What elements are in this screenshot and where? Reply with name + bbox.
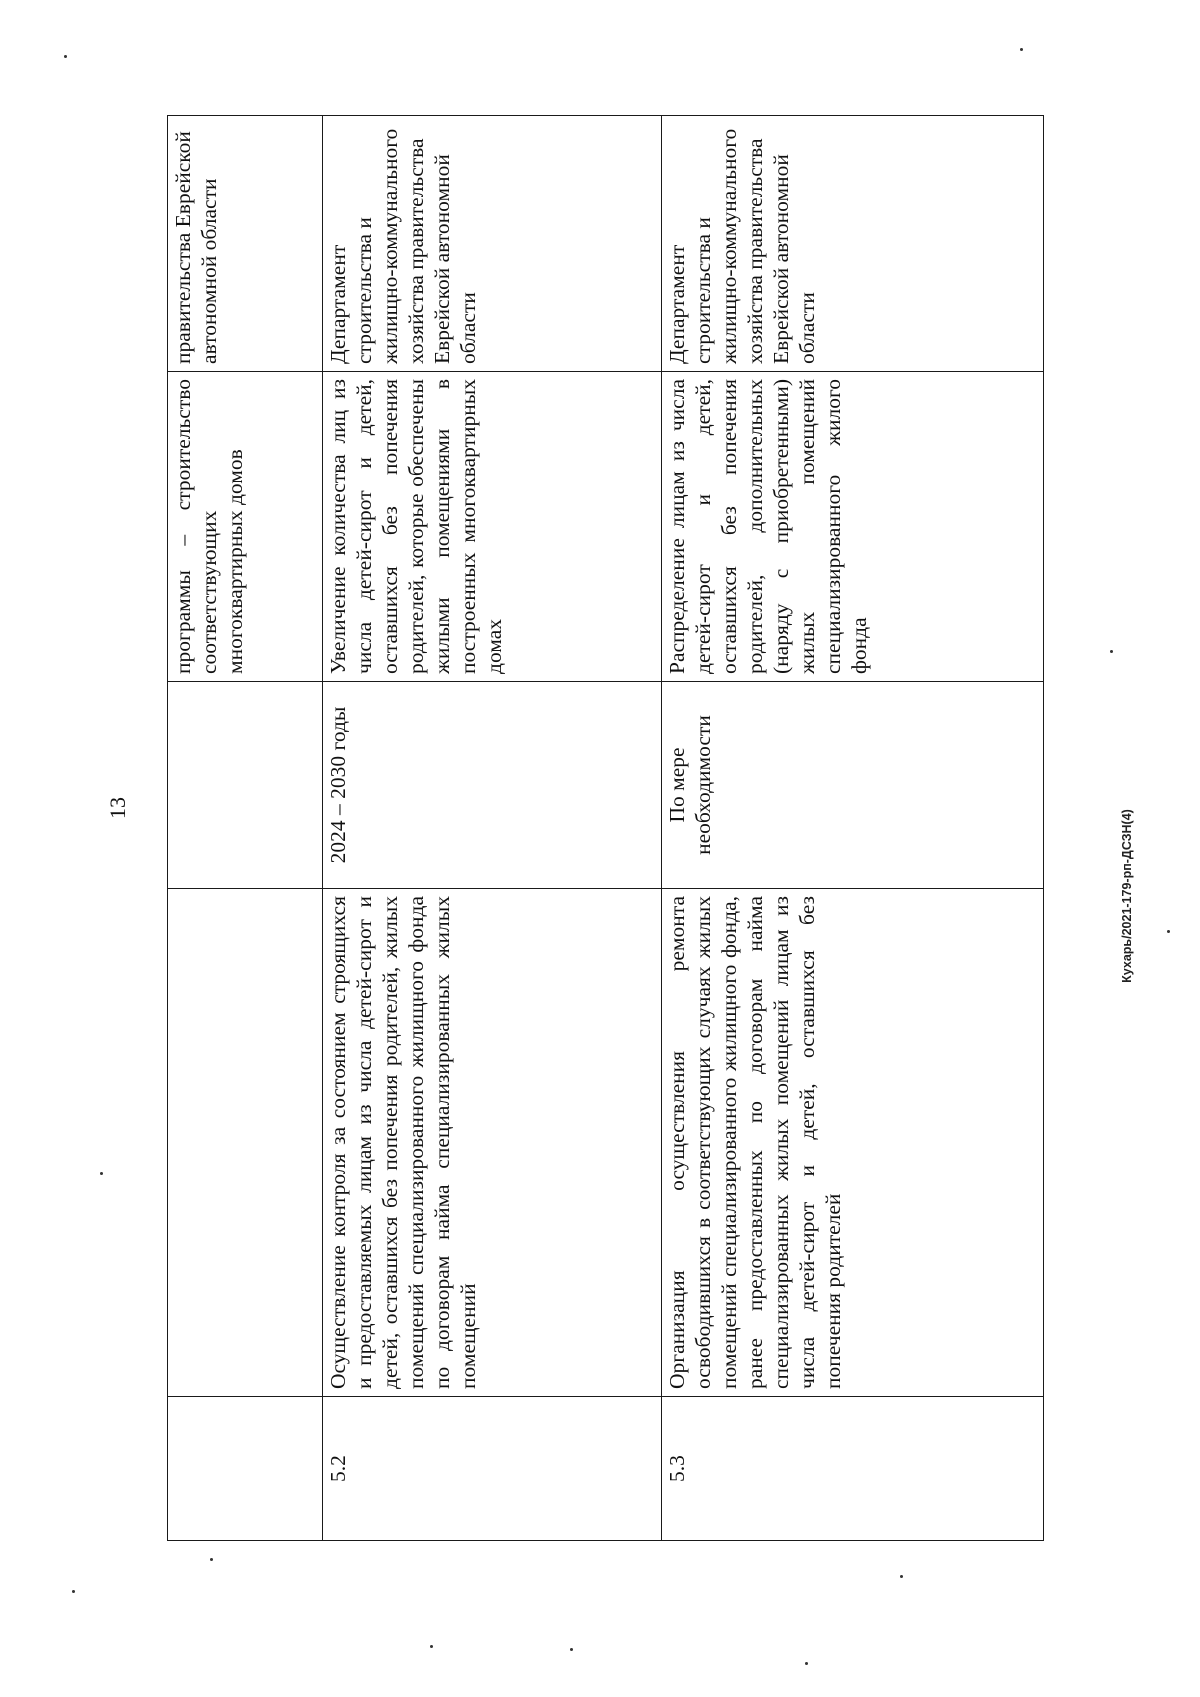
scan-speck: [1167, 930, 1170, 933]
scan-speck: [1110, 650, 1113, 653]
period-cell: По мере необходимости: [662, 682, 1044, 889]
measures-table: [167, 115, 1044, 1541]
table-row: [662, 116, 1044, 1541]
result-cell: Увеличение количества лиц из числа детей-сирот и детей, оставшихся без попечения родителей, которые обеспечены жилыми помещениями в построенных многоквартирных домах: [323, 372, 662, 682]
result-cell: программы – строительство соответствующих многоквартирных домов: [168, 372, 323, 682]
result-cell: Распределение лицам из числа детей-сирот и детей, оставшихся без попечения родителей, дополнительных (наряду с приобретенными) жилых помещений специализированного жилого фонда: [662, 372, 1044, 682]
scan-speck: [72, 1590, 75, 1593]
executor-cell: Департамент строительства и жилищно-коммунального хозяйства правительства Еврейской автономной области: [323, 116, 662, 372]
rotated-table-container: [167, 116, 1043, 1541]
event-cell: [168, 889, 323, 1397]
event-cell: Организация осуществления ремонта освободившихся в соответствующих случаях жилых помещений специализированного жилищного фонда, ранее предоставленных по договорам найма специализированных жилых помещений лицам из числа детей-сирот и детей, оставшихся без попечения родителей: [662, 889, 1044, 1397]
row-number-cell: 5.2: [323, 1397, 662, 1541]
scan-speck: [1020, 48, 1023, 51]
executor-cell: правительства Еврейской автономной области: [168, 116, 323, 372]
scan-speck: [570, 1648, 573, 1651]
executor-cell: Департамент строительства и жилищно-коммунального хозяйства правительства Еврейской автономной области: [662, 116, 1044, 372]
scan-speck: [805, 1662, 808, 1665]
scan-speck: [100, 1172, 103, 1175]
event-cell: Осуществление контроля за состоянием строящихся и предоставляемых лицам из числа детей-сирот и детей, оставшихся без попечения родителей, жилых помещений специализированного жилищного фонда по договорам найма специализированных жилых помещений: [323, 889, 662, 1397]
page-number: 13: [105, 797, 130, 819]
table-row: [323, 116, 662, 1541]
row-number-cell: [168, 1397, 323, 1541]
table-row: [168, 116, 323, 1541]
scan-speck: [210, 1558, 213, 1561]
row-number-cell: 5.3: [662, 1397, 1044, 1541]
period-cell: [168, 682, 323, 889]
document-id: Кухарь/2021-179-рп-ДСЗН(4): [1120, 809, 1134, 983]
scan-speck: [430, 1645, 433, 1648]
scan-speck: [900, 1575, 903, 1578]
period-cell: 2024 – 2030 годы: [323, 682, 662, 889]
scan-speck: [64, 55, 67, 58]
